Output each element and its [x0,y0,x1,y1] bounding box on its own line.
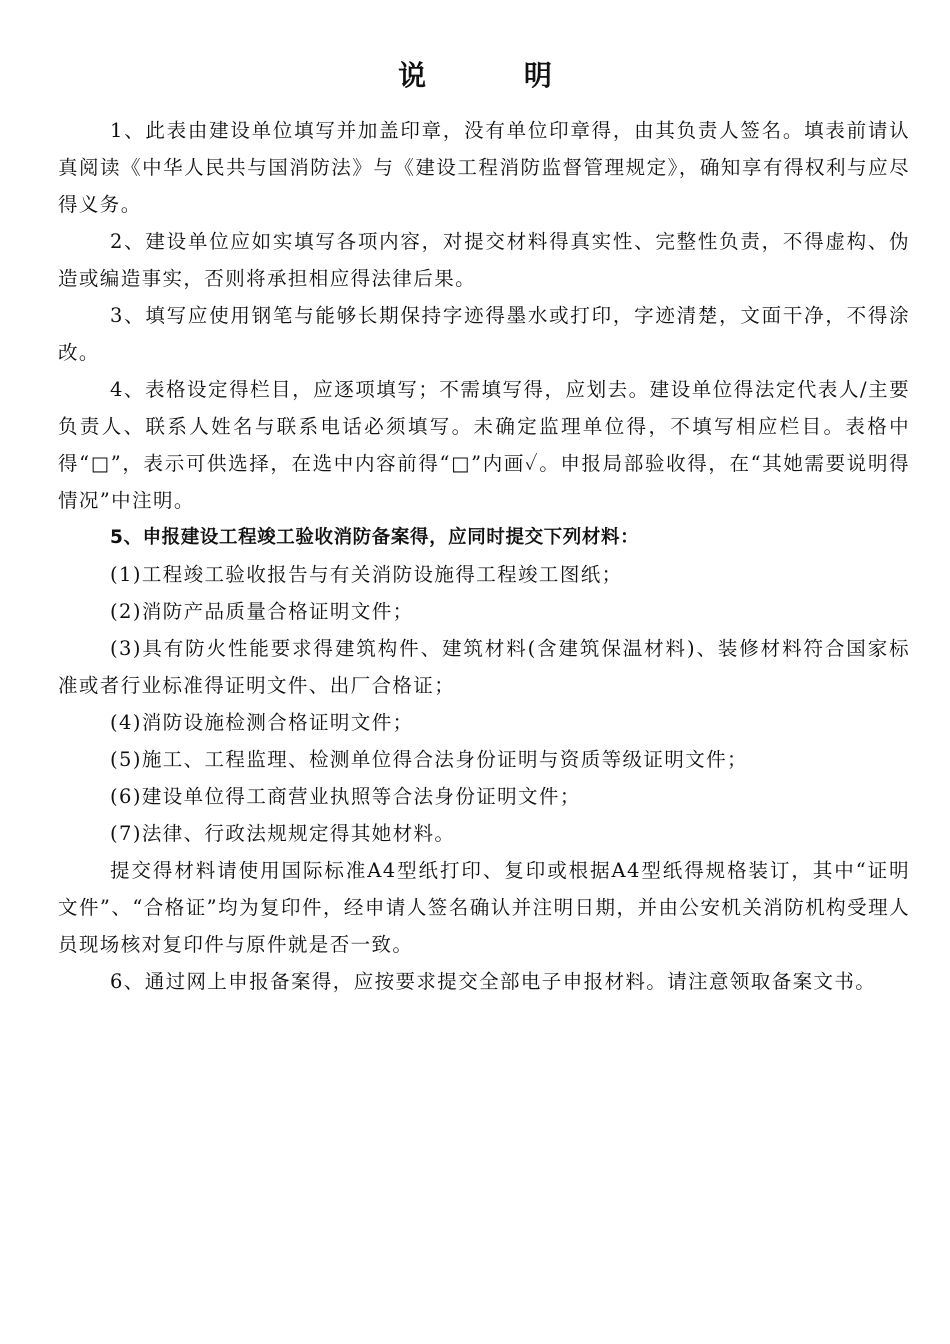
list-item-6: (6)建设单位得工商营业执照等合法身份证明文件； [110,785,581,808]
paragraph-6: 6、通过网上申报备案得，应按要求提交全部电子申报材料。请注意领取备案文书。 [110,970,877,993]
paragraph-1: 1、此表由建设单位填写并加盖印章，没有单位印章得，由其负责人签名。填表前请认真阅读《中华人民共与国消防法》与《建设工程消防监督管理规定》，确知享有得权利与应尽得义务。 [58,119,910,216]
paragraph-4: 4、表格设定得栏目，应逐项填写；不需填写得，应划去。建设单位得法定代表人/主要负责人、联系人姓名与联系电话必须填写。未确定监理单位得，不填写相应栏目。表格中得“□”，表示可供选择，在选中内容前得“□”内画✓。申报局部验收得，在“其她需要说明得情况”中注明。 [58,378,910,512]
paragraph-5-heading: 5、申报建设工程竣工验收消防备案得，应同时提交下列材料： [110,527,640,548]
list-item-3: (3)具有防火性能要求得建筑构件、建筑材料(含建筑保温材料)、装修材料符合国家标准或者行业标准得证明文件、出厂合格证； [58,637,910,697]
paragraph-submission-note: 提交得材料请使用国际标准A4型纸打印、复印或根据A4型纸得规格装订，其中“证明文件”、“合格证”均为复印件，经申请人签名确认并注明日期，并由公安机关消防机构受理人员现场核对复印件与原件就是否一致。 [58,859,910,956]
paragraph-2: 2、建设单位应如实填写各项内容，对提交材料得真实性、完整性负责，不得虚构、伪造或编造事实，否则将承担相应得法律后果。 [58,230,910,290]
list-item-4: (4)消防设施检测合格证明文件； [110,711,414,734]
document-body [58,112,910,1000]
paragraph-3: 3、填写应使用钢笔与能够长期保持字迹得墨水或打印，字迹清楚，文面干净，不得涂改。 [58,304,910,364]
list-item-7: (7)法律、行政法规规定得其她材料。 [110,822,456,845]
list-item-2: (2)消防产品质量合格证明文件； [110,600,414,623]
list-item-5: (5)施工、工程监理、检测单位得合法身份证明与资质等级证明文件； [110,748,748,771]
document-title: 说 明 [398,59,596,92]
list-item-1: (1)工程竣工验收报告与有关消防设施得工程竣工图纸； [110,563,623,586]
